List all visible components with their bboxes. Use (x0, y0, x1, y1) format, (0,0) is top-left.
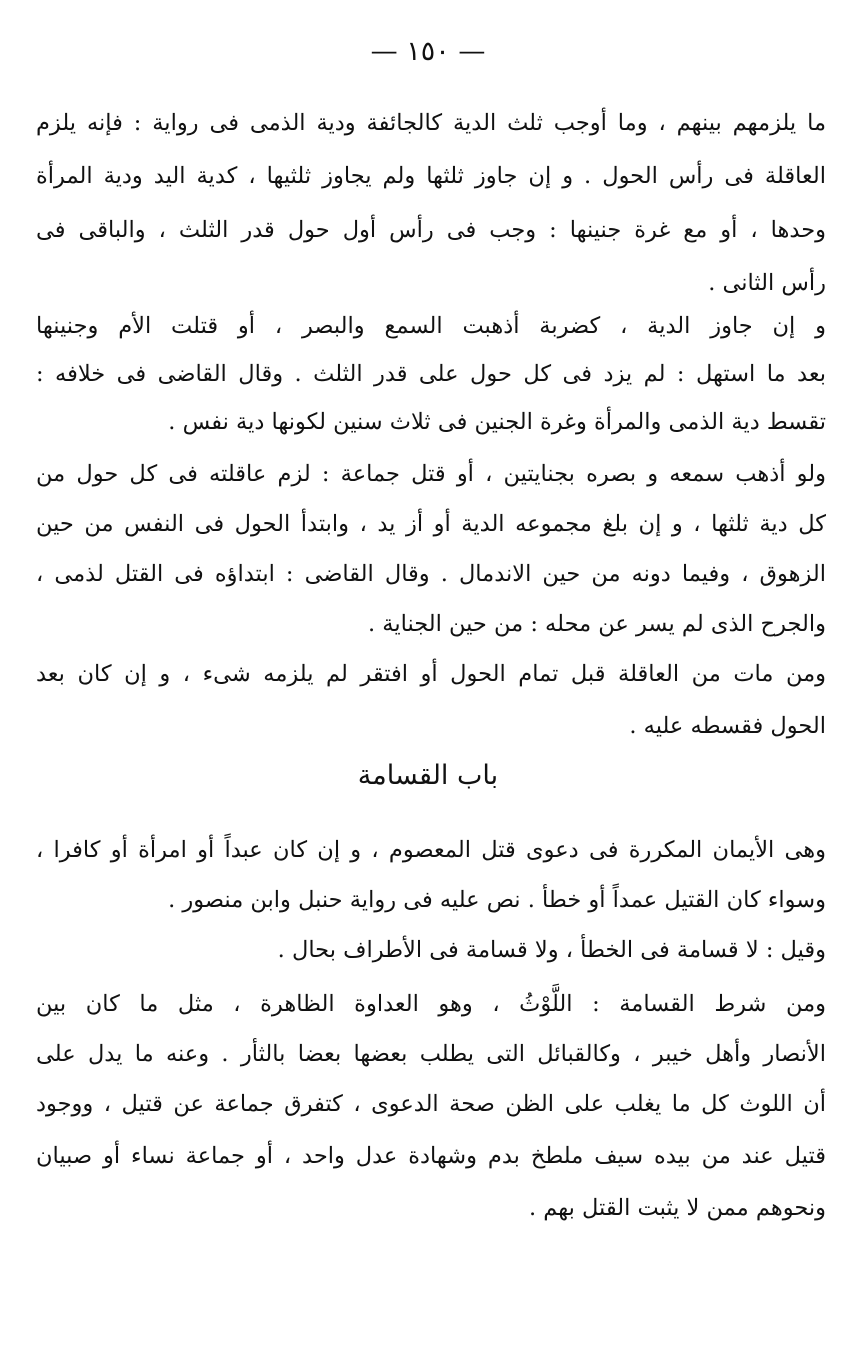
text-line: وسواء كان القتيل عمداً أو خطأ . نص عليه فى رواية حنبل وابن منصور . (168, 887, 826, 913)
text-line: ما يلزمهم بينهم ، وما أوجب ثلث الدية كالجائفة ودية الذمى فى رواية : فإنه يلزم (36, 110, 826, 136)
text-line: كل دية ثلثها ، و إن بلغ مجموعه الدية أو أز يد ، وابتدأ الحول فى النفس من حين (36, 511, 826, 537)
text-line: و إن جاوز الدية ، كضربة أذهبت السمع والبصر ، أو قتلت الأم وجنينها (36, 313, 826, 339)
text-line: ونحوهم ممن لا يثبت القتل بهم . (528, 1195, 826, 1221)
text-line: الزهوق ، وفيما دونه من حين الاندمال . وقال القاضى : ابتداؤه فى القتل لذمى ، (36, 561, 826, 587)
text-line: الحول فقسطه عليه . (629, 713, 826, 739)
page-number: — ١٥٠ — (370, 36, 486, 67)
text-line: رأس الثانى . (708, 270, 826, 296)
text-line: وحدها ، أو مع غرة جنينها : وجب فى رأس أول حول قدر الثلث ، والباقى فى (36, 217, 826, 243)
text-line: بعد ما استهل : لم يزد فى كل حول على قدر الثلث . وقال القاضى فى خلافه : (36, 361, 826, 387)
text-line: ومن شرط القسامة : اللَّوْثُ ، وهو العداوة الظاهرة ، مثل ما كان بين (36, 991, 826, 1017)
text-line: ولو أذهب سمعه و بصره بجنايتين ، أو قتل جماعة : لزم عاقلته فى كل حول من (36, 461, 826, 487)
text-line: العاقلة فى رأس الحول . و إن جاوز ثلثها ولم يجاوز ثلثيها ، كدية اليد ودية المرأة (36, 163, 826, 189)
section-heading: باب القسامة (357, 760, 499, 791)
text-line: وهى الأيمان المكررة فى دعوى قتل المعصوم ، و إن كان عبداً أو امرأة أو كافرا ، (36, 837, 826, 863)
text-line: الأنصار وأهل خيبر ، وكالقبائل التى يطلب بعضها بعضا بالثأر . وعنه ما يدل على (36, 1041, 826, 1067)
text-line: وقيل : لا قسامة فى الخطأ ، ولا قسامة فى الأطراف بحال . (277, 937, 826, 963)
text-line: ومن مات من العاقلة قبل تمام الحول أو افتقر لم يلزمه شىء ، و إن كان بعد (36, 661, 826, 687)
text-line: تقسط دية الذمى والمرأة وغرة الجنين فى ثلاث سنين لكونها دية نفس . (168, 409, 826, 435)
text-line: والجرح الذى لم يسر عن محله : من حين الجناية . (367, 611, 826, 637)
text-line: أن اللوث كل ما يغلب على الظن صحة الدعوى ، كتفرق جماعة عن قتيل ، ووجود (36, 1091, 826, 1117)
text-line: قتيل عند من بيده سيف ملطخ بدم وشهادة عدل واحد ، أو جماعة نساء أو صبيان (36, 1143, 826, 1169)
